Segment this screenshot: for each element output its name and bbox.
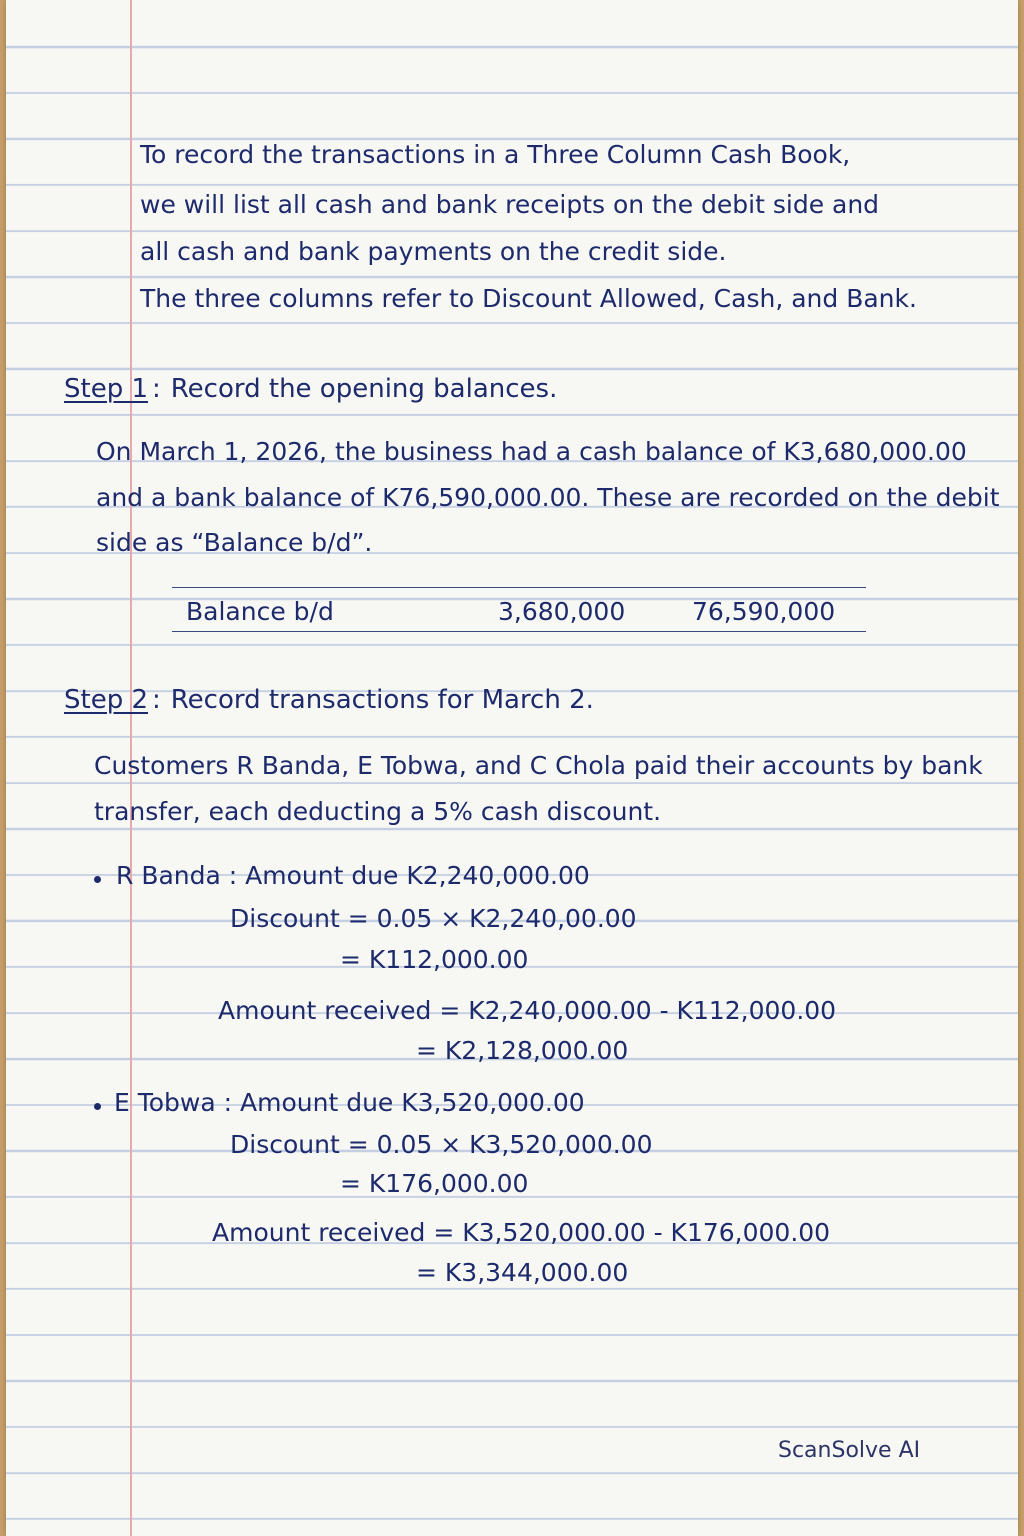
banda-received-result: = K2,128,000.00 xyxy=(416,1036,629,1065)
step2-colon: : xyxy=(152,685,161,715)
table-top-rule xyxy=(172,587,866,588)
intro-line-3: all cash and bank payments on the credit side. xyxy=(140,237,727,266)
step1-line-1: On March 1, 2026, the business had a cash balance of K3,680,000.00 xyxy=(96,437,967,466)
bullet-tobwa xyxy=(94,1103,101,1110)
step2-line-2: transfer, each deducting a 5% cash discount. xyxy=(94,797,662,826)
brand-watermark: ScanSolve AI xyxy=(778,1438,921,1463)
step1-line-3: side as “Balance b/d”. xyxy=(96,528,373,557)
balance-bd-label: Balance b/d xyxy=(186,597,334,626)
tobwa-amount-due: E Tobwa : Amount due K3,520,000.00 xyxy=(114,1088,585,1117)
step1-heading xyxy=(64,374,557,404)
step1-label: Step 1 xyxy=(64,374,149,404)
tobwa-received-result: = K3,344,000.00 xyxy=(416,1258,629,1287)
balance-bd-cash: 3,680,000 xyxy=(498,597,626,626)
balance-bd-bank: 76,590,000 xyxy=(692,597,836,626)
tobwa-discount-result: = K176,000.00 xyxy=(340,1169,529,1198)
step2-title: Record transactions for March 2. xyxy=(170,685,594,715)
banda-discount-result: = K112,000.00 xyxy=(340,945,529,974)
notebook-page xyxy=(6,0,1018,1536)
tobwa-amount-received: Amount received = K3,520,000.00 - K176,000.00 xyxy=(212,1218,831,1247)
banda-discount: Discount = 0.05 × K2,240,00.00 xyxy=(230,904,637,933)
bullet-banda xyxy=(94,876,101,883)
intro-line-4: The three columns refer to Discount Allowed, Cash, and Bank. xyxy=(140,284,917,313)
step2-line-1: Customers R Banda, E Tobwa, and C Chola paid their accounts by bank xyxy=(94,751,983,780)
step2-heading xyxy=(64,685,594,715)
step1-title: Record the opening balances. xyxy=(170,374,558,404)
banda-amount-received: Amount received = K2,240,000.00 - K112,000.00 xyxy=(218,996,837,1025)
intro-line-2: we will list all cash and bank receipts on the debit side and xyxy=(140,190,880,219)
tobwa-discount: Discount = 0.05 × K3,520,000.00 xyxy=(230,1130,653,1159)
intro-line-1: To record the transactions in a Three Column Cash Book, xyxy=(140,140,851,169)
table-bottom-rule xyxy=(172,631,866,632)
step2-label: Step 2 xyxy=(64,685,149,715)
banda-amount-due: R Banda : Amount due K2,240,000.00 xyxy=(116,861,590,890)
step1-line-2: and a bank balance of K76,590,000.00. These are recorded on the debit xyxy=(96,483,1000,512)
step1-colon: : xyxy=(152,374,161,404)
